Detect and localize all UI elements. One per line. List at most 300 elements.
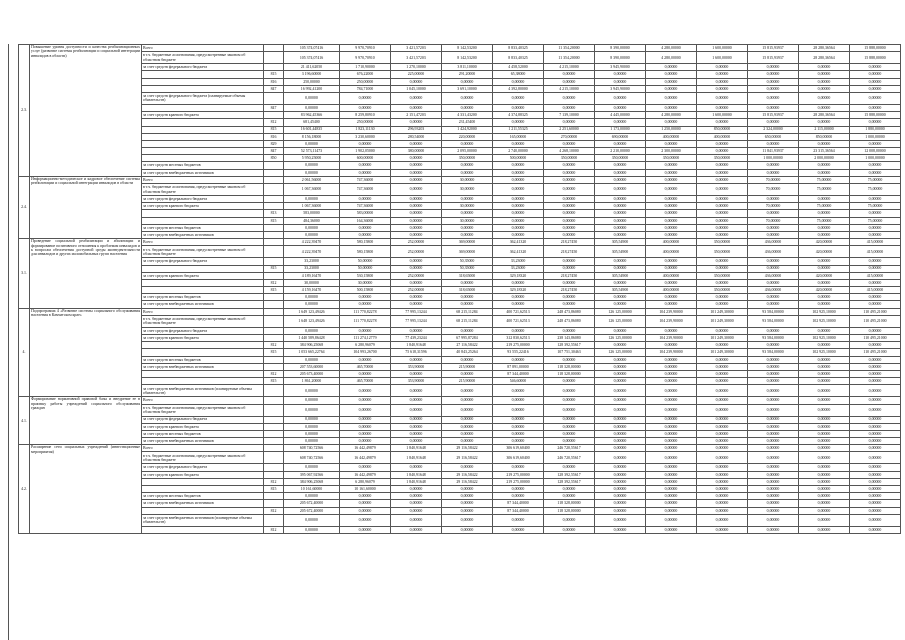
amount-year: 68 215,11284 (442, 315, 493, 327)
table-row (19, 52, 901, 64)
amount-year: 0,00000 (697, 162, 748, 169)
amount-year: 110 495,21000 (850, 308, 901, 315)
amount-year: 0,00000 (442, 430, 493, 437)
amount-year: 0,00000 (391, 92, 442, 104)
amount-year: 0,00000 (595, 526, 646, 533)
amount-year: 0,00000 (799, 231, 850, 238)
amount-total: 484,36000 (284, 217, 340, 224)
budget-code (264, 162, 284, 169)
amount-year: 0,00000 (544, 416, 595, 423)
amount-year: 0,00000 (799, 78, 850, 85)
amount-year: 0,00000 (850, 162, 901, 169)
amount-total: 3 196,60000 (284, 71, 340, 78)
amount-year: 75,00000 (850, 184, 901, 196)
amount-total: 0,00000 (284, 162, 340, 169)
amount-year: 784,71000 (340, 85, 391, 92)
amount-total: 0,00000 (284, 493, 340, 500)
funding-source: за счет средств внебюджетных источников (142, 231, 264, 238)
amount-year: 0,00000 (799, 500, 850, 507)
amount-year: 0,00000 (493, 526, 544, 533)
table-row (19, 397, 901, 404)
budget-code: 815 (264, 349, 284, 356)
funding-source: за счет средств краевого бюджета (142, 112, 264, 119)
amount-year: 0,00000 (493, 464, 544, 471)
amount-year: 0,00000 (340, 196, 391, 203)
amount-year: 0,00000 (799, 71, 850, 78)
amount-year: 2 000,00000 (799, 155, 850, 162)
amount-year: 0,00000 (391, 119, 442, 126)
funding-source: за счет средств внебюджетных источников (142, 363, 264, 370)
amount-year: 0,00000 (799, 404, 850, 416)
budget-code (264, 452, 284, 464)
amount-year: 3 691,10000 (442, 85, 493, 92)
amount-year: 400 721,62513 (493, 308, 544, 315)
amount-year: 0,00000 (646, 64, 697, 71)
amount-year: 0,00000 (646, 478, 697, 485)
amount-year: 1 000,00000 (748, 155, 799, 162)
amount-year: 0,00000 (595, 203, 646, 210)
amount-year: 0,00000 (646, 507, 697, 514)
amount-total: 4 222,39470 (284, 239, 340, 246)
amount-year: 0,00000 (391, 294, 442, 301)
table-row (19, 148, 901, 155)
amount-year: 0,00000 (391, 217, 442, 224)
amount-year: 0,00000 (646, 452, 697, 464)
amount-total: 105 374,07416 (284, 52, 340, 64)
amount-year: 0,00000 (799, 64, 850, 71)
amount-year: 0,00000 (850, 438, 901, 445)
amount-year: 0,00000 (748, 500, 799, 507)
amount-year: 128 392,55617 (544, 471, 595, 478)
page-left-rule (8, 44, 9, 640)
funding-source (142, 148, 264, 155)
amount-year: 0,00000 (799, 478, 850, 485)
table-row (19, 342, 901, 349)
amount-year: 0,00000 (391, 155, 442, 162)
amount-year: 219 275,00000 (493, 478, 544, 485)
section-title: Формирование нормативной правовой базы и внедрение ее в практику работы учреждений социального обслуживания граждан (30, 397, 142, 445)
amount-year: 0,00000 (799, 385, 850, 397)
amount-total: 250,00000 (284, 78, 340, 85)
table-row (19, 169, 901, 176)
amount-year: 436,00000 (748, 272, 799, 279)
amount-year: 0,00000 (748, 258, 799, 265)
amount-year: 0,00000 (646, 119, 697, 126)
amount-year: 11 354,20000 (544, 45, 595, 52)
amount-year: 465,70000 (340, 378, 391, 385)
amount-year: 306 619,60400 (493, 452, 544, 464)
amount-year: 0,00000 (697, 500, 748, 507)
amount-year: 0,00000 (391, 507, 442, 514)
amount-year: 70,00000 (748, 176, 799, 183)
amount-year: 0,00000 (646, 486, 697, 493)
table-row (19, 104, 901, 111)
budget-code (264, 471, 284, 478)
amount-year: 0,00000 (748, 363, 799, 370)
budget-code: 812 (264, 342, 284, 349)
amount-year: 238 143,86080 (544, 335, 595, 342)
amount-year: 1 840,91648 (391, 452, 442, 464)
budget-code (264, 404, 284, 416)
amount-year: 0,00000 (850, 423, 901, 430)
amount-year: 0,00000 (442, 404, 493, 416)
amount-year: 252,00000 (391, 287, 442, 294)
amount-year: 600,00000 (340, 155, 391, 162)
amount-year: 400,00000 (697, 133, 748, 140)
amount-year: 0,00000 (493, 514, 544, 526)
amount-year: 0,00000 (595, 363, 646, 370)
amount-year: 1 840,91648 (391, 478, 442, 485)
amount-year: 0,00000 (748, 231, 799, 238)
amount-year: 218,27450 (544, 287, 595, 294)
amount-year: 0,00000 (544, 78, 595, 85)
amount-year: 0,00000 (748, 71, 799, 78)
funding-source: за счет средств краевого бюджета (142, 203, 264, 210)
amount-year: 0,00000 (850, 526, 901, 533)
amount-year: 0,00000 (799, 526, 850, 533)
amount-year: 0,00000 (340, 356, 391, 363)
amount-year: 126 125,00000 (595, 315, 646, 327)
budget-code (264, 315, 284, 327)
amount-year: 500,00000 (493, 155, 544, 162)
funding-source: за счет средств федерального бюджета (142, 64, 264, 71)
amount-year: 0,00000 (442, 385, 493, 397)
amount-year: 0,00000 (748, 464, 799, 471)
amount-year: 0,00000 (748, 423, 799, 430)
amount-year: 8 142,53200 (442, 52, 493, 64)
amount-year: 0,00000 (340, 430, 391, 437)
amount-year: 0,00000 (646, 224, 697, 231)
funding-source (142, 140, 264, 147)
amount-total: 205 672,40000 (284, 500, 340, 507)
budget-table (18, 44, 901, 534)
amount-year: 70,00000 (748, 217, 799, 224)
amount-year: 0,00000 (391, 78, 442, 85)
amount-year: 0,00000 (799, 486, 850, 493)
funding-source: за счет средств федерального бюджета (планируемые объемы обязательств) (142, 92, 264, 104)
funding-source: за счет средств местных бюджетов (142, 294, 264, 301)
amount-total: 16 601,44835 (284, 126, 340, 133)
amount-year: 2 324,00000 (748, 126, 799, 133)
amount-year: 4 280,00000 (646, 112, 697, 119)
funding-source (142, 155, 264, 162)
amount-year: 0,00000 (544, 404, 595, 416)
table-row (19, 327, 901, 334)
amount-year: 0,00000 (799, 301, 850, 308)
amount-year: 0,00000 (748, 140, 799, 147)
amount-year: 0,00000 (544, 184, 595, 196)
table-row (19, 184, 901, 196)
table-row (19, 349, 901, 356)
amount-year: 0,00000 (850, 196, 901, 203)
budget-code (264, 258, 284, 265)
amount-year: 0,00000 (391, 397, 442, 404)
amount-year: 0,00000 (340, 526, 391, 533)
amount-year: 350,00000 (544, 155, 595, 162)
amount-year: 15 888,00000 (850, 112, 901, 119)
amount-year: 164,36000 (340, 217, 391, 224)
amount-year: 0,00000 (799, 378, 850, 385)
amount-year: 0,00000 (646, 464, 697, 471)
amount-year: 0,00000 (799, 430, 850, 437)
amount-year: 305,54900 (595, 272, 646, 279)
amount-year: 0,00000 (646, 176, 697, 183)
table-row (19, 71, 901, 78)
amount-year: 0,00000 (697, 478, 748, 485)
amount-year: 0,00000 (595, 507, 646, 514)
amount-year: 0,00000 (340, 162, 391, 169)
amount-year: 0,00000 (544, 378, 595, 385)
amount-year: 0,00000 (595, 486, 646, 493)
amount-year: 12 008,00000 (850, 148, 901, 155)
budget-code (264, 239, 284, 246)
amount-year: 40 843,25264 (442, 349, 493, 356)
section-number: 4.2. (19, 445, 30, 534)
amount-year: 101 249,30000 (697, 315, 748, 327)
amount-year: 215,90000 (442, 363, 493, 370)
amount-year: 225,00000 (391, 71, 442, 78)
amount-year: 8 390,00000 (595, 45, 646, 52)
amount-year: 0,00000 (391, 423, 442, 430)
amount-year: 0,00000 (850, 493, 901, 500)
amount-year: 0,00000 (493, 423, 544, 430)
amount-year: 128 392,55617 (544, 478, 595, 485)
budget-code: 812 (264, 119, 284, 126)
amount-total: 0,00000 (284, 464, 340, 471)
amount-year: 0,00000 (850, 464, 901, 471)
amount-year: 0,00000 (748, 514, 799, 526)
table-row (19, 526, 901, 533)
amount-year: 93 584,00000 (748, 349, 799, 356)
funding-source (142, 119, 264, 126)
amount-year: 0,00000 (442, 78, 493, 85)
amount-year: 11 354,20000 (544, 52, 595, 64)
amount-year: 0,00000 (595, 464, 646, 471)
amount-year: 0,00000 (697, 404, 748, 416)
amount-year: 0,00000 (442, 356, 493, 363)
budget-code: 812 (264, 478, 284, 485)
amount-year: 0,00000 (850, 327, 901, 334)
amount-year: 0,00000 (442, 423, 493, 430)
amount-year: 0,00000 (850, 452, 901, 464)
amount-year: 0,00000 (799, 356, 850, 363)
amount-year: 0,00000 (340, 92, 391, 104)
table-row (19, 445, 901, 452)
amount-year: 0,00000 (697, 169, 748, 176)
amount-year: 0,00000 (799, 493, 850, 500)
amount-total: 16 992,41200 (284, 85, 340, 92)
funding-source: в т.ч. бюджетные ассигнования, предусмотренные законом об областном бюджете (142, 184, 264, 196)
amount-year: 4 280,00000 (646, 45, 697, 52)
table-row (19, 423, 901, 430)
amount-total: 207 553,60000 (284, 363, 340, 370)
table-row (19, 246, 901, 258)
amount-year: 2 115,00000 (799, 126, 850, 133)
amount-year: 4 374,88325 (493, 112, 544, 119)
amount-year: 415,00000 (850, 239, 901, 246)
amount-year: 0,00000 (340, 423, 391, 430)
amount-year: 0,00000 (748, 452, 799, 464)
amount-year: 0,00000 (391, 258, 442, 265)
amount-year: 0,00000 (748, 162, 799, 169)
table-row (19, 301, 901, 308)
amount-year: 0,00000 (748, 356, 799, 363)
amount-year: 350,00000 (646, 155, 697, 162)
amount-year: 350,00000 (697, 272, 748, 279)
funding-source: за счет средств внебюджетных источников (142, 438, 264, 445)
amount-total: 0,00000 (284, 438, 340, 445)
amount-year: 350,00000 (697, 239, 748, 246)
amount-year: 0,00000 (442, 397, 493, 404)
amount-year: 0,00000 (646, 279, 697, 286)
amount-year: 0,00000 (391, 169, 442, 176)
amount-year: 747,36000 (340, 176, 391, 183)
amount-year: 0,00000 (850, 231, 901, 238)
amount-year: 0,00000 (748, 430, 799, 437)
amount-year: 3 421,57203 (391, 45, 442, 52)
amount-year: 218,27450 (544, 246, 595, 258)
amount-year: 0,00000 (391, 224, 442, 231)
amount-year: 126 125,00000 (595, 349, 646, 356)
amount-year: 0,00000 (748, 85, 799, 92)
amount-year: 0,00000 (799, 507, 850, 514)
funding-source (142, 126, 264, 133)
funding-source: за счет средств федерального бюджета (142, 258, 264, 265)
budget-code: 816 (264, 133, 284, 140)
amount-year: 0,00000 (799, 169, 850, 176)
amount-year: 0,00000 (595, 514, 646, 526)
amount-year: 0,00000 (697, 397, 748, 404)
amount-year: 65,38000 (493, 71, 544, 78)
amount-year: 126 125,00000 (595, 308, 646, 315)
budget-code (264, 308, 284, 315)
amount-year: 0,00000 (544, 162, 595, 169)
section-title: Повышение уровня доступности и качества реабилитационных услуг (развитие системы реабилитации и социальной интеграции инвалидов в области) (30, 45, 142, 177)
amount-year: 0,00000 (442, 231, 493, 238)
amount-year: 0,00000 (442, 507, 493, 514)
amount-year: 1 902,05000 (340, 148, 391, 155)
amount-year: 0,00000 (340, 507, 391, 514)
amount-year: 0,00000 (850, 265, 901, 272)
amount-year: 0,00000 (850, 92, 901, 104)
funding-source (142, 78, 264, 85)
amount-year: 0,00000 (493, 203, 544, 210)
amount-year: 0,00000 (544, 217, 595, 224)
amount-year: 0,00000 (544, 231, 595, 238)
amount-year: 0,00000 (340, 397, 391, 404)
amount-total: 4 222,39470 (284, 246, 340, 258)
amount-year: 0,00000 (340, 301, 391, 308)
amount-year: 215,90000 (442, 378, 493, 385)
amount-year: 0,00000 (595, 471, 646, 478)
budget-code: 815 (264, 378, 284, 385)
amount-year: 362,41320 (493, 246, 544, 258)
amount-year: 0,00000 (544, 92, 595, 104)
amount-year: 0,00000 (799, 210, 850, 217)
amount-year: 77 995,13244 (391, 308, 442, 315)
amount-year: 75,00000 (799, 203, 850, 210)
amount-year: 546,60000 (493, 378, 544, 385)
amount-total: 0,00000 (284, 294, 340, 301)
amount-year: 305,54900 (595, 246, 646, 258)
table-row (19, 363, 901, 370)
funding-source: Всего (142, 239, 264, 246)
amount-total: 1 648 123,49426 (284, 315, 340, 327)
amount-year: 75,00000 (850, 203, 901, 210)
amount-year: 0,00000 (697, 423, 748, 430)
amount-year: 0,00000 (646, 445, 697, 452)
amount-year: 0,00000 (748, 471, 799, 478)
amount-year: 4 215,10000 (544, 85, 595, 92)
amount-year: 0,00000 (799, 363, 850, 370)
amount-year: 436,00000 (748, 239, 799, 246)
amount-year: 0,00000 (595, 301, 646, 308)
amount-year: 0,00000 (799, 265, 850, 272)
funding-source (142, 349, 264, 356)
amount-total: 4 189,16470 (284, 272, 340, 279)
amount-year: 70,00000 (748, 203, 799, 210)
amount-year: 0,00000 (697, 265, 748, 272)
amount-year: 87 344,40000 (493, 370, 544, 377)
amount-year: 350,00000 (595, 155, 646, 162)
funding-source: за счет средств местных бюджетов (142, 493, 264, 500)
amount-year: 0,00000 (850, 500, 901, 507)
amount-year: 0,00000 (442, 514, 493, 526)
amount-year: 0,00000 (697, 452, 748, 464)
amount-year: 67 995,87284 (442, 335, 493, 342)
funding-source: за счет средств краевого бюджета (142, 471, 264, 478)
amount-year: 0,00000 (442, 493, 493, 500)
amount-year: 0,00000 (646, 385, 697, 397)
amount-year: 0,00000 (850, 471, 901, 478)
amount-year: 248 473,86080 (544, 308, 595, 315)
amount-year: 436,00000 (748, 287, 799, 294)
amount-year: 1 270,10000 (391, 64, 442, 71)
amount-year: 0,00000 (442, 210, 493, 217)
budget-code (264, 493, 284, 500)
amount-year: 0,00000 (493, 224, 544, 231)
amount-year: 0,00000 (697, 279, 748, 286)
budget-code: 812 (264, 507, 284, 514)
budget-code (264, 397, 284, 404)
amount-year: 0,00000 (391, 140, 442, 147)
amount-year: 16 442,49879 (340, 452, 391, 464)
amount-year: 0,00000 (595, 196, 646, 203)
amount-year: 0,00000 (595, 416, 646, 423)
amount-year: 0,00000 (544, 265, 595, 272)
amount-total: 0,00000 (284, 423, 340, 430)
amount-year: 0,00000 (442, 294, 493, 301)
amount-year: 0,00000 (748, 104, 799, 111)
amount-year: 0,00000 (850, 478, 901, 485)
amount-total: 0,00000 (284, 526, 340, 533)
budget-code (264, 335, 284, 342)
amount-year: 0,00000 (544, 438, 595, 445)
budget-code (264, 231, 284, 238)
amount-total: 1 067,36000 (284, 184, 340, 196)
amount-year: 11 841,93937 (748, 148, 799, 155)
amount-year: 0,00000 (748, 78, 799, 85)
amount-year: 0,00000 (748, 279, 799, 286)
amount-year: 118 328,00000 (544, 500, 595, 507)
budget-code: 815 (264, 287, 284, 294)
amount-year: 0,00000 (850, 356, 901, 363)
budget-code (264, 514, 284, 526)
budget-code: 850 (264, 155, 284, 162)
budget-code: 812 (264, 370, 284, 377)
amount-year: 0,00000 (697, 104, 748, 111)
table-row (19, 315, 901, 327)
